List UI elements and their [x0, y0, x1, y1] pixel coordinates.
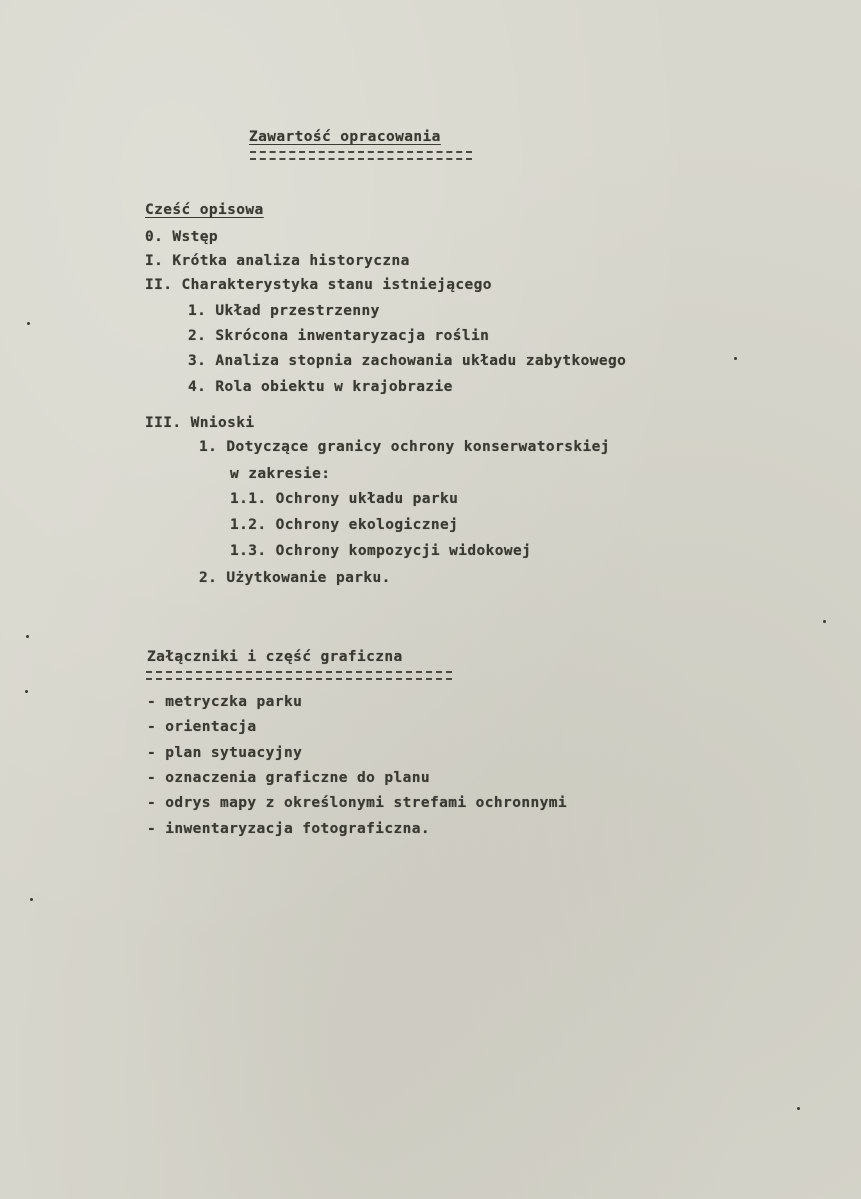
- toc-subsubitem: 1.2. Ochrony ekologicznej: [230, 517, 459, 533]
- paper-speck: [734, 357, 737, 360]
- paper-speck: [27, 322, 30, 325]
- toc-subitem-continuation: w zakresie:: [230, 466, 331, 482]
- paper-speck: [26, 635, 29, 638]
- toc-item: III. Wnioski: [145, 415, 255, 431]
- toc-item: 0. Wstęp: [145, 229, 219, 245]
- title-double-underline: [250, 151, 472, 160]
- paper-speck: [823, 620, 826, 623]
- toc-subitem: 4. Rola obiektu w krajobrazie: [188, 379, 453, 395]
- section-heading-descriptive: Cześć opisowa: [145, 202, 264, 218]
- paper-speck: [30, 898, 33, 901]
- attachment-item: - metryczka parku: [147, 694, 303, 710]
- paper-speck: [25, 690, 28, 693]
- attachment-item: - odrys mapy z określonymi strefami ochronnymi: [147, 795, 567, 811]
- toc-subitem: 1. Układ przestrzenny: [188, 303, 380, 319]
- toc-subitem: 3. Analiza stopnia zachowania układu zabytkowego: [188, 353, 627, 369]
- toc-item: I. Krótka analiza historyczna: [145, 253, 410, 269]
- toc-item: II. Charakterystyka stanu istniejącego: [145, 277, 492, 293]
- attachment-item: - plan sytuacyjny: [147, 745, 303, 761]
- document-title: Zawartość opracowania: [249, 129, 441, 145]
- toc-subsubitem: 1.3. Ochrony kompozycji widokowej: [230, 543, 532, 559]
- toc-subsubitem: 1.1. Ochrony układu parku: [230, 491, 459, 507]
- toc-subitem: 2. Użytkowanie parku.: [199, 570, 391, 586]
- attachments-double-underline: [146, 671, 452, 680]
- paper-speck: [797, 1107, 800, 1110]
- toc-subitem: 2. Skrócona inwentaryzacja roślin: [188, 328, 490, 344]
- section-heading-attachments: Załączniki i część graficzna: [147, 649, 403, 665]
- toc-subitem: 1. Dotyczące granicy ochrony konserwatorskiej: [199, 439, 610, 455]
- attachment-item: - inwentaryzacja fotograficzna.: [147, 821, 431, 837]
- attachment-item: - oznaczenia graficzne do planu: [147, 770, 431, 786]
- attachment-item: - orientacja: [147, 719, 257, 735]
